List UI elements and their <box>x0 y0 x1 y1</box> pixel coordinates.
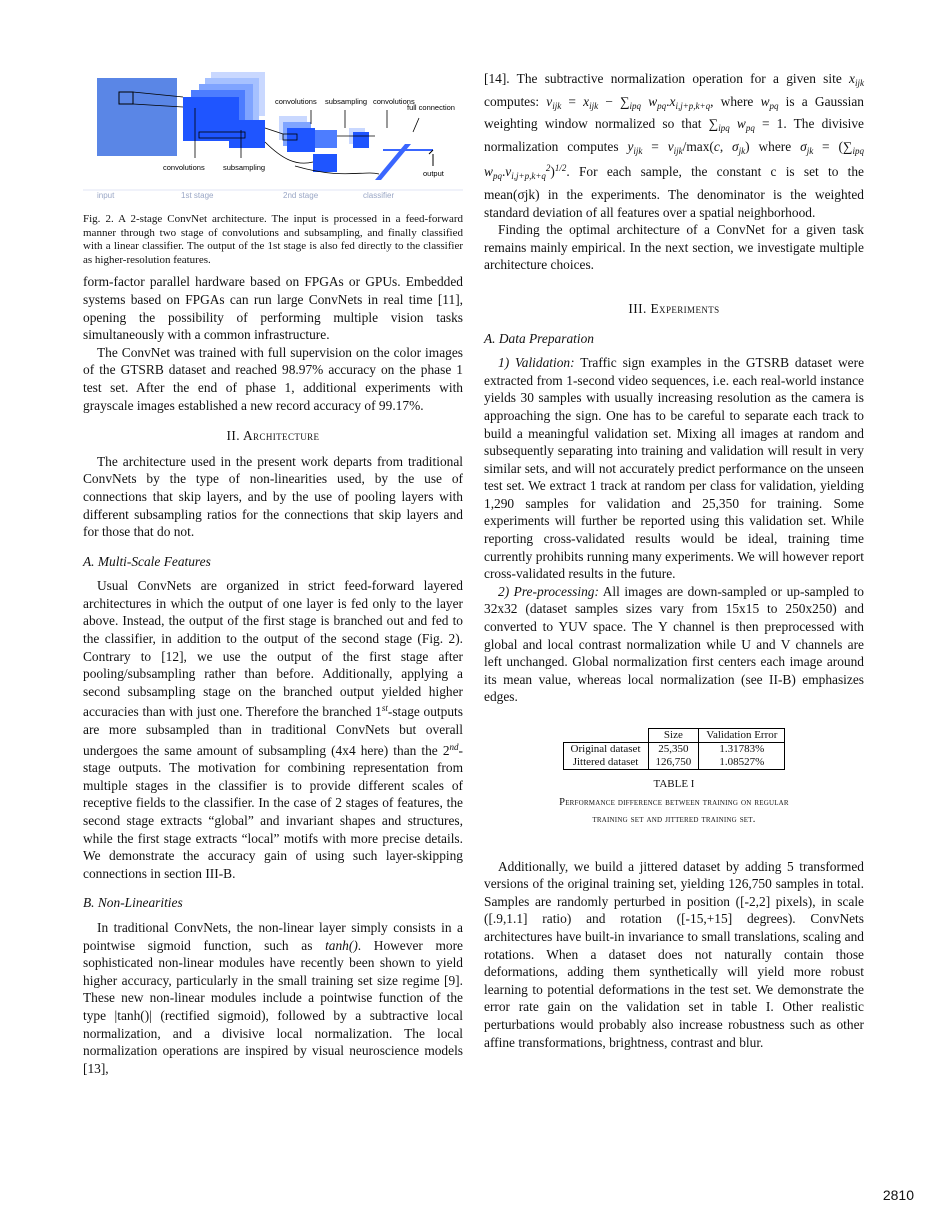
table-header-empty <box>563 729 648 743</box>
section-title-experiments: III. Experiments <box>628 300 720 316</box>
label-subsampling-b: subsampling <box>325 97 368 106</box>
left-column <box>83 70 463 1077</box>
table-caption-line-2: training set and jittered training set. <box>592 813 756 825</box>
table-cell: Original dataset <box>563 743 648 757</box>
label-convolutions-c: convolutions <box>373 97 415 106</box>
nl-abs-tanh: |tanh()| <box>114 1007 152 1023</box>
nl-text-1: In traditional ConvNets, the non-linear layer simply consists in a pointwise sigmoid function, such as <box>83 919 463 953</box>
stage2-pooled <box>315 130 337 148</box>
ms-text-3: -stage outputs. The motivation for combining representation from multiple stages in the classifier is to provide different scales of receptive fields to the classifier. In the case of 2 stages of features, the second stage extracts “global” and invariant shapes and structures, while the first stage extracts “local” motifs with more precise details. We demonstrate the accuracy gain of using such layer-skipping connections in section III-B. <box>83 742 463 881</box>
label-convolutions-b: convolutions <box>275 97 317 106</box>
label-input: input <box>97 191 115 200</box>
convnet-diagram <box>83 70 463 210</box>
validation-heading: 1) Validation: <box>498 355 575 371</box>
table-label: TABLE I <box>653 778 695 790</box>
classifier-input <box>353 132 369 148</box>
preprocessing-heading: 2) Pre-processing: <box>498 583 599 599</box>
paragraph-architecture: The architecture used in the present work departs from traditional ConvNets by the type of non-linearities used, by the use of connections that skip layers, and by the use of pooling layers with different subsampling ratios for the connections that skip layers and for those that do not. <box>83 453 463 540</box>
table-cell: Jittered dataset <box>563 756 648 770</box>
ms-sup-2: nd <box>449 741 459 752</box>
label-convolutions-a: convolutions <box>163 163 205 172</box>
stage1-pooled <box>229 120 265 148</box>
figure-convnet-architecture <box>83 70 463 210</box>
table-header-validation-error: Validation Error <box>699 729 785 743</box>
subsection-multi-scale: A. Multi-Scale Features <box>83 553 211 569</box>
nl-text-2: . However more sophisticated non-linear modules have recently been shown to yield higher accuracy, particularly in the small training set size regime [9]. These new non-linear modules include a pointwise function of the type <box>83 937 463 1023</box>
paragraph-validation <box>484 354 864 583</box>
table-row <box>563 743 785 757</box>
table-validation-error <box>484 728 864 828</box>
paragraph-normalization: [14]. The subtractive normalization operation for a given site $x_{ijk}$ computes: $v_{ijk} = x_{ijk} - \sum_{ipq}$ $w_{pq}.x_{i,j+p,k+q}$, where $w_{pq}$ is a Gaussian weighting window normalized so that $\sum_{ipq}$ $w_{pq} = 1$. The divisive normalization computes $y_{ijk} = v_{ijk}/\max(c$, $\sigma_{jk}$) where $\sigma_{jk} = (\sum_{ipq}$ $w_{pq}.v_{i,j+p,k+q}^2)^{1/2}$. For each sample, the constant c is set to the mean(σjk) in the experiments. The denominator is the weighted standard deviation of all features over a spatial neighborhood. <box>484 71 865 220</box>
table-caption <box>494 794 854 828</box>
table-row <box>563 756 785 770</box>
table-cell: 1.31783% <box>699 743 785 757</box>
ms-text-2: -stage outputs are more subsampled than in traditional ConvNets but overall undergoes the same amount of subsampling (4x4 here) than the <box>83 704 463 758</box>
nl-tanh: tanh() <box>325 937 358 953</box>
nl-text-3: (rectified sigmoid), followed by a subtractive local normalization, and a divisive local normalization. The local normalization operations are inspired by visual neuroscience models [13], <box>83 1007 463 1076</box>
paragraph-non-linearities <box>83 919 463 1077</box>
paragraph-multi-scale: Usual ConvNets are organized in strict feed-forward layered architectures in which the output of one layer is fed only to the layer above. Instead, the output of the first stage is branched out and fed to the classifier, in addition to the output of the second stage (Fig. 2). Contrary to [12], we use the output of the first stage after pooling/subsampling rather than before. Additionally, applying a second subsampling stage on the branched output yielded higher accuracies than with just one. Therefore the branched 1st-stage outputs are more subsampled than in traditional ConvNets but overall undergoes the same amount of subsampling (4x4 here) than the 2nd-stage outputs. The motivation for combining representation from multiple stages in the classifier is to provide different scales of receptive fields to the classifier. In the case of 2 stages of features, the second stage extracts “global” and invariant shapes and structures, while the first stage extracts “local” motifs with more precise details. We demonstrate the accuracy gain of using such layer-skipping connections in section III-B. <box>83 578 463 881</box>
section-title-architecture: II. Architecture <box>226 428 320 444</box>
label-classifier: classifier <box>363 191 395 200</box>
norm-tail: For each sample, the constant c is set to the mean(σjk) in the experiments. The denominator is the weighted standard deviation of all features over a spatial neighborhood. <box>484 164 864 220</box>
results-table <box>563 728 786 770</box>
right-column <box>484 70 864 1051</box>
paragraph-preprocessing <box>484 583 864 706</box>
table-cell: 1.08527% <box>699 756 785 770</box>
paragraph-training: The ConvNet was trained with full supervision on the color images of the GTSRB dataset and reached 98.97% accuracy on the phase 1 test set. After the end of phase 1, additional experiments with grayscale images established a new record accuracy of 99.17%. <box>83 344 463 413</box>
label-output: output <box>423 169 444 178</box>
label-stage1: 1st stage <box>181 191 214 200</box>
page-number: 2810 <box>882 1187 914 1203</box>
table-cell: 126,750 <box>648 756 699 770</box>
input-plane <box>97 78 177 156</box>
table-header-size: Size <box>648 729 699 743</box>
subsection-data-preparation: A. Data Preparation <box>484 330 594 346</box>
validation-body: Traffic sign examples in the GTSRB dataset were extracted from 1-second video sequences, i.e. each real-world instance yields 30 samples with usually increasing resolution as the camera is approaching the sign. One has to be careful to separate each track to build a meaningful validation set. Mixing all images at random and subsequently separating into training and validation will result in very similar sets, and will not accurately predict performance on the unseen test set. We extract 1 track at random per class for validation, yielding 1,290 samples for validation and 25,350 for training. Some experiments will further be reported using this validation set. While reporting cross-validated results would be ideal, training time currently prohibits running many experiments. We will however report cross-validated results in the future. <box>484 355 865 582</box>
paragraph-intro-continued: form-factor parallel hardware based on FPGAs or GPUs. Embedded systems based on FPGAs can run large ConvNets in real time [11], opening the possibility of performing multiple vision tasks simultaneously with a common infrastructure. <box>83 274 463 343</box>
norm-text: [14]. The subtractive normalization operation for a given site <box>484 71 842 86</box>
subsection-non-linearities: B. Non-Linearities <box>83 895 183 911</box>
pointer-line <box>413 118 419 132</box>
label-subsampling-a: subsampling <box>223 163 266 172</box>
table-caption-line-1: Performance difference between training on regular <box>559 796 789 808</box>
table-header-row <box>563 729 785 743</box>
preprocessing-body: All images are down-sampled or up-sampled to 32x32 (dataset samples sizes vary from 15x15 to 250x250) and converted to YUV space. The Y channel is then preprocessed with global and local contrast normalization while U and V channels are left unchanged. Global normalization first centers each image around its mean value, whereas local normalization (see II-B) emphasizes edges. <box>484 583 864 705</box>
figure-caption: Fig. 2. A 2-stage ConvNet architecture. The input is processed in a feed-forward manner through two stage of convolutions and subsampling, and finally classified with a linear classifier. The output of the 1st stage is also fed directly to the classifier as higher-resolution features. <box>83 213 463 266</box>
paragraph-jittered-dataset: Additionally, we build a jittered dataset by adding 5 transformed versions of the original training set, yielding 126,750 samples in total. Samples are randomly perturbed in position ([-2,2] pixels), in scale ([.9,1.1] ratio) and rotation ([-15,+15] degrees). ConvNets architectures have built-in invariance to small translations, scaling and rotations. When a dataset does not naturally contain those deformations, adding them synthetically will yield more robust learning to potential deformations in the test set. We demonstrate the error rate gain on the validation set in table I. Other realistic perturbations would probably also increase robustness such as other affine transformations, brightness, contrast and blur. <box>484 858 864 1050</box>
ms-text-1: Usual ConvNets are organized in strict feed-forward layered architectures in which the output of one layer is fed only to the layer above. Instead, the output of the first stage is branched out and fed to the classifier, in addition to the output of the second stage (Fig. 2). Contrary to [12], we use the output of the first stage after pooling/subsampling rather than before. Additionally, applying a second subsampling stage on the branched output yielded higher accuracies than with just one. Therefore the branched <box>83 578 463 720</box>
stage1-branch-pooled <box>313 154 337 172</box>
ms-sup-1: st <box>381 703 388 714</box>
label-stage2: 2nd stage <box>283 191 319 200</box>
table-cell: 25,350 <box>648 743 699 757</box>
label-full-connection: full connection <box>407 103 455 112</box>
paragraph-optimal-architecture: Finding the optimal architecture of a ConvNet for a given task remains mainly empirical. In the next section, we investigate multiple architecture choices. <box>484 222 864 273</box>
